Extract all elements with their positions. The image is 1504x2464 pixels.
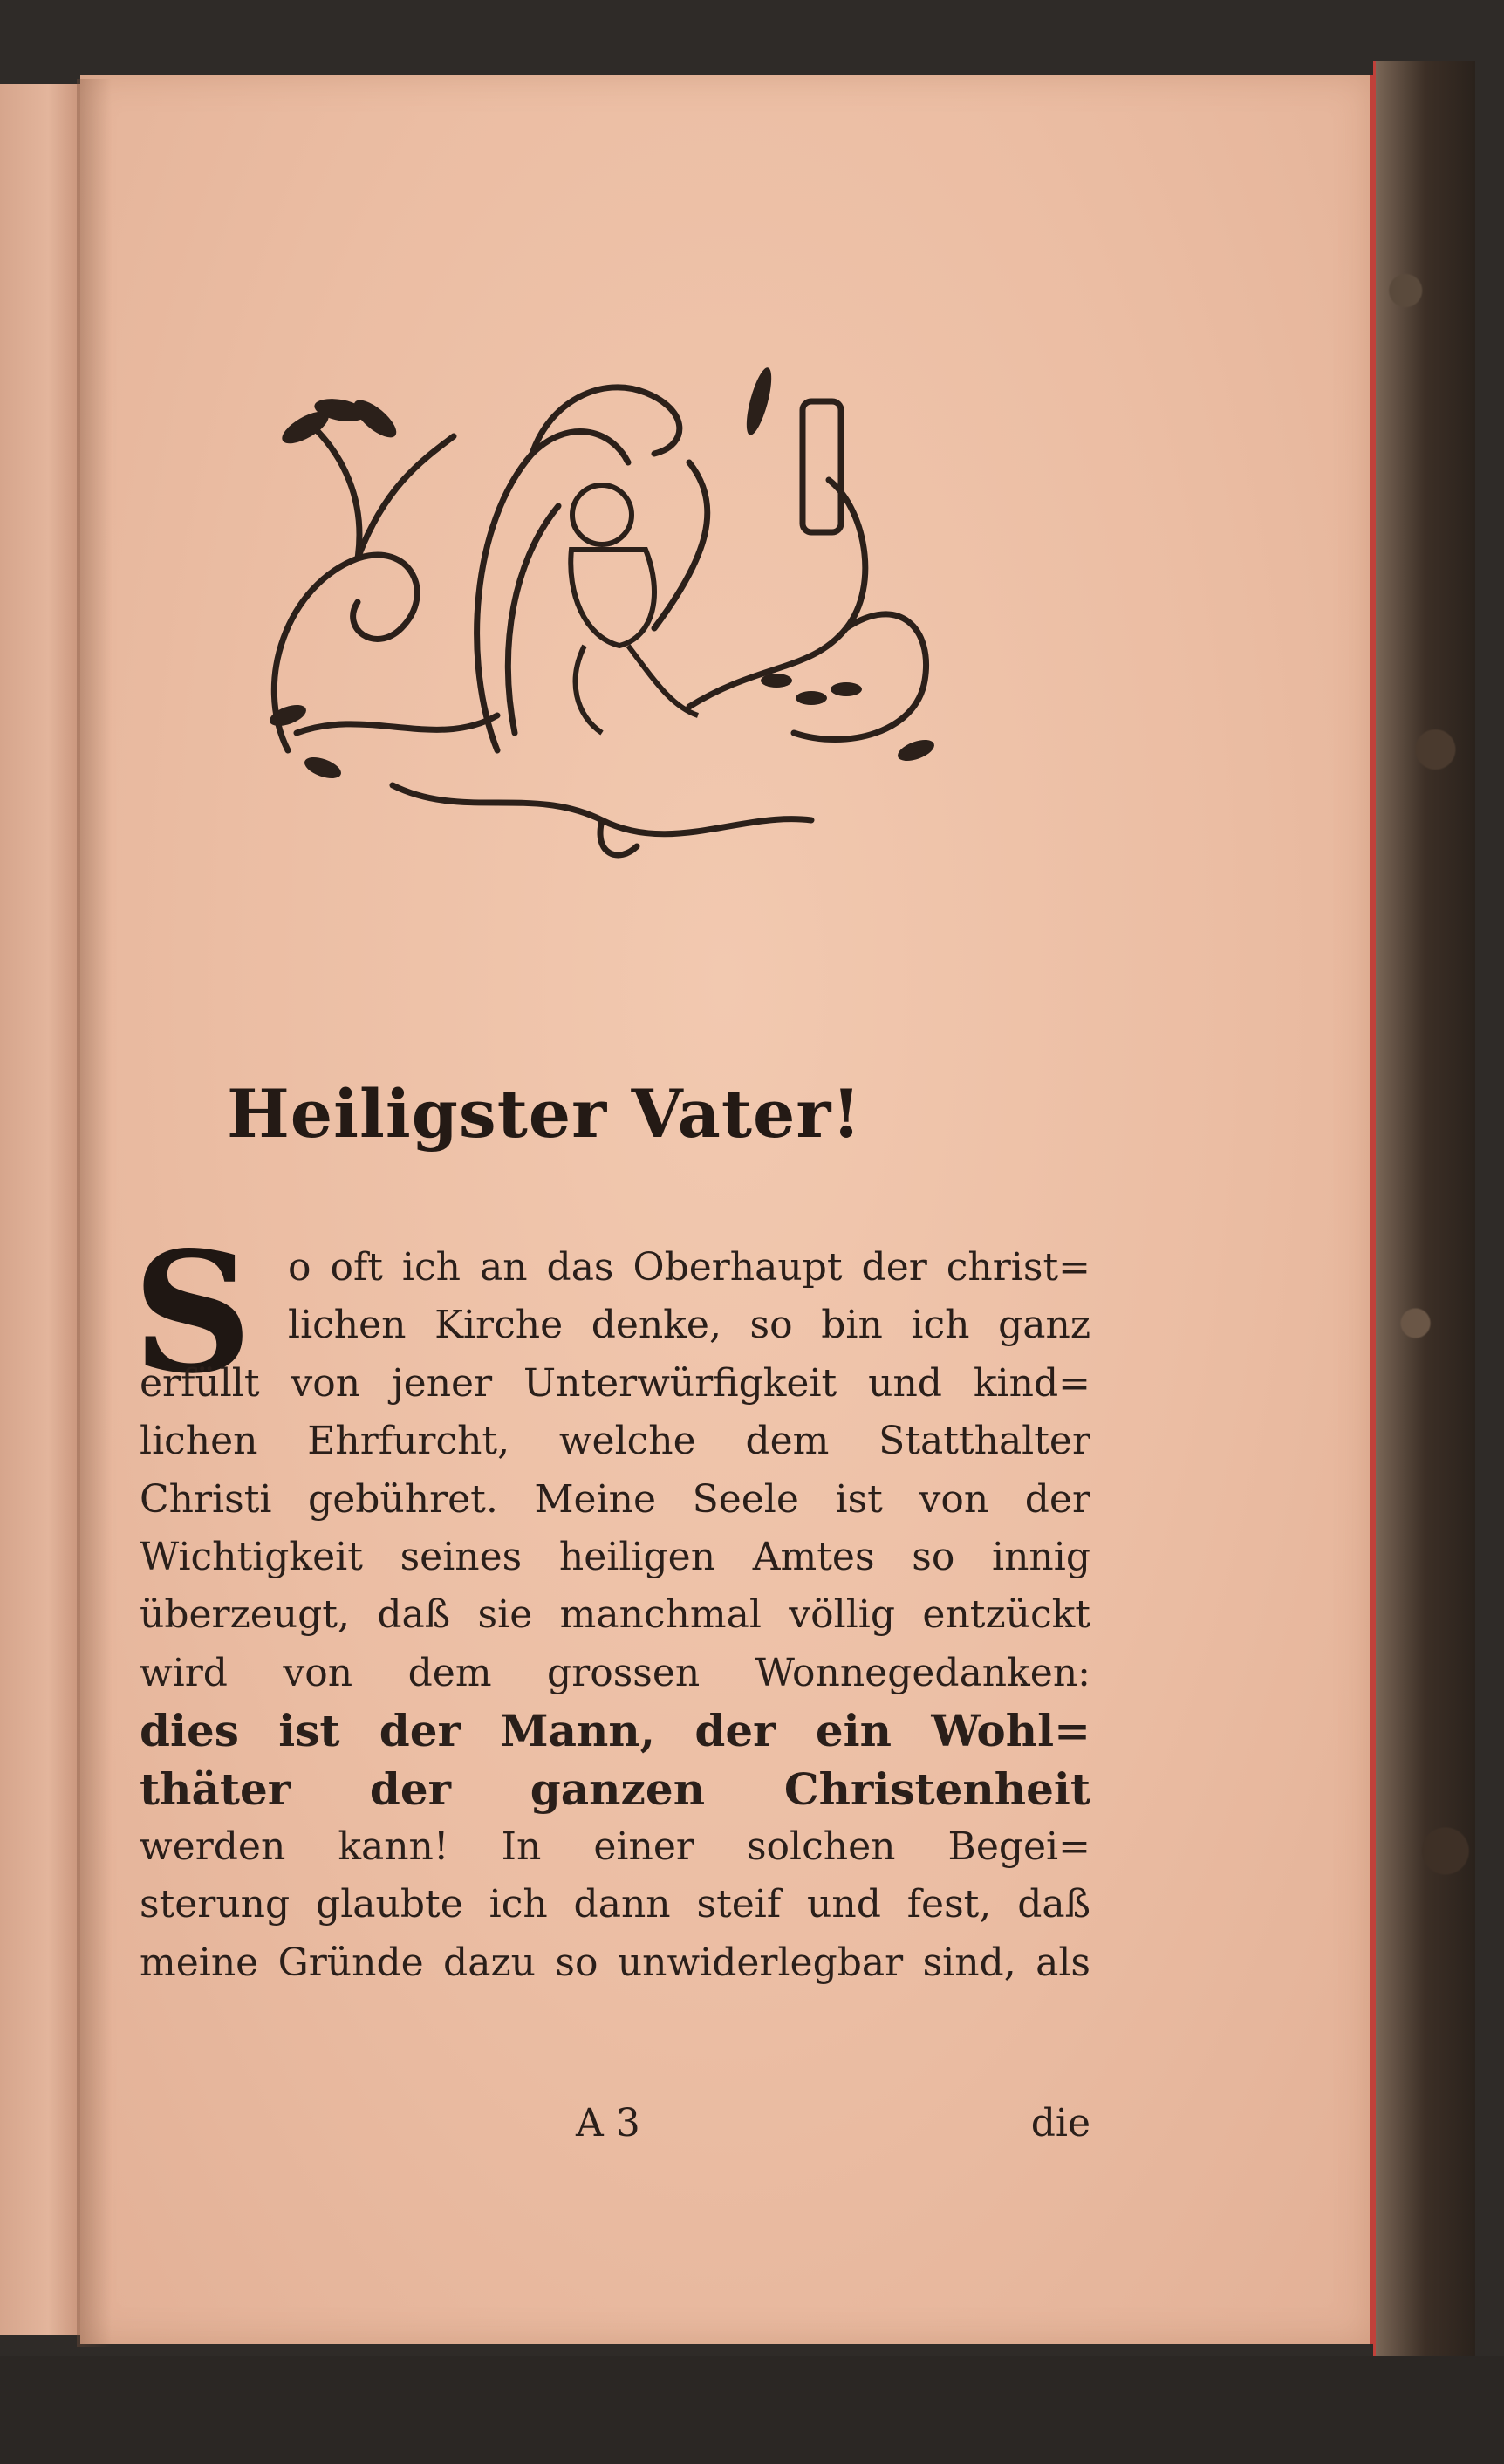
page-footer (140, 2101, 1090, 2162)
text-line: o oft ich an das Oberhaupt der christ= (288, 1245, 1090, 1290)
text-line: lichen Ehrfurcht, welche dem Statthalter (140, 1419, 1090, 1464)
drop-cap-initial: S (133, 1215, 253, 1410)
background-below (0, 2356, 1504, 2464)
text-line: werden kann! In einer solchen Begei= (140, 1824, 1090, 1869)
text-line: wird von dem grossen Wonnegedanken: (140, 1650, 1090, 1695)
text-line: erfüllt von jener Unterwürfigkeit und kind= (140, 1360, 1090, 1406)
gutter-shadow (77, 79, 112, 2347)
text-line: meine Gründe dazu so unwiderlegbar sind, als (140, 1940, 1090, 1985)
signature-mark: A 3 (576, 2101, 640, 2146)
page-heading: Heiligster Vater! (227, 1075, 862, 1153)
text-line: lichen Kirche denke, so bin ich ganz (288, 1303, 1090, 1348)
text-line: dies ist der Mann, der ein Wohl= (140, 1705, 1090, 1757)
text-line: Wichtigkeit seines heiligen Amtes so innig (140, 1534, 1090, 1579)
ornament-vignette-image (236, 297, 986, 873)
catchword: die (1030, 2101, 1090, 2146)
text-line: sterung glaubte ich dann steif und fest, daß (140, 1882, 1090, 1927)
text-line: thäter der ganzen Christenheit (140, 1762, 1090, 1815)
body-text (140, 1239, 1090, 1992)
text-line: Christi gebühret. Meine Seele ist von der (140, 1476, 1090, 1522)
text-line: überzeugt, daß sie manchmal völlig entzückt (140, 1592, 1090, 1638)
marbled-cover-edge (1373, 61, 1475, 2356)
left-page-edge (0, 84, 82, 2335)
